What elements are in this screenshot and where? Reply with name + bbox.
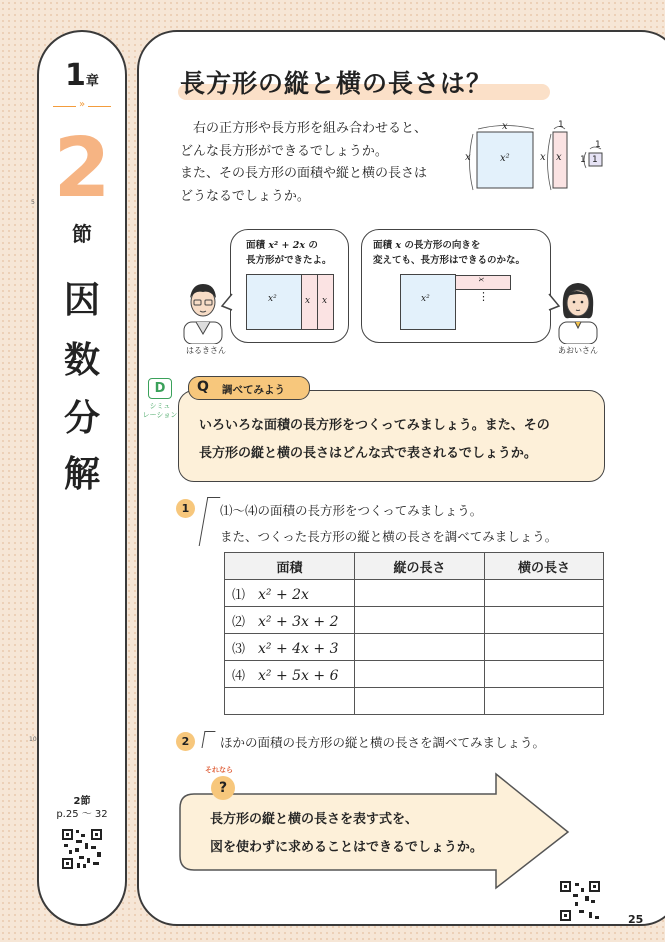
table-header: 面積 (225, 553, 355, 580)
tiles-figure (462, 120, 612, 195)
answer-table (224, 552, 604, 715)
bubble-text: の長方形の向きを (404, 240, 481, 251)
bubble-text: 面積 (373, 240, 393, 251)
row-label: ⑴ (232, 587, 246, 603)
bubble-math: x (395, 240, 401, 251)
table-row (225, 607, 604, 634)
bubble-tail (220, 292, 234, 314)
bubble-text: 面積 (246, 240, 266, 251)
task-number: 1 (176, 499, 195, 518)
soredenara-line: 長方形の縦と横の長さを表す式を、 (210, 812, 419, 827)
fig-x-label: x (540, 152, 546, 163)
task2-text: ほかの面積の長方形の縦と横の長さを調べてみましょう。 (220, 735, 546, 750)
title-char: 分 (63, 398, 100, 439)
chapter-number: 1 (65, 58, 86, 93)
speaker-name: はるきさん (186, 346, 226, 355)
area-expression: x² + 5x + 6 (258, 667, 339, 684)
fig-one-label: 1 (580, 155, 586, 165)
soredenara-label: それなら (205, 766, 233, 774)
bubble-text: の (308, 240, 318, 251)
fig-one-label: 1 (595, 140, 601, 150)
page-number: 25 (628, 913, 644, 926)
ref-pages: p.25 ～ 32 (56, 809, 108, 820)
title-char: 数 (63, 340, 100, 381)
height-cell[interactable] (355, 607, 485, 634)
intro-line: 右の正方形や長方形を組み合わせると、 (193, 121, 428, 136)
table-header-row (225, 553, 604, 580)
table-row (225, 661, 604, 688)
tile-label: x (476, 277, 486, 282)
chapter-label (39, 58, 125, 93)
question-tag (188, 376, 310, 400)
table-row (225, 688, 604, 715)
height-cell[interactable] (355, 661, 485, 688)
question-text (199, 412, 550, 468)
section-suffix: 節 (72, 222, 92, 246)
width-cell[interactable] (485, 607, 604, 634)
fig-x-label: x (465, 152, 471, 163)
area-cell[interactable] (225, 688, 355, 715)
intro-line: どうなるでしょうか。 (180, 188, 310, 204)
table-row (225, 634, 604, 661)
task-line: ⑴～⑷の面積の長方形をつくってみましょう。 (220, 503, 483, 518)
question-tag-label: 調べてみよう (222, 384, 285, 396)
area-expression: x² + 4x + 3 (258, 640, 339, 657)
chapter-suffix: 章 (85, 74, 99, 89)
bubble-right-text (373, 238, 525, 268)
line-marker: 10 (29, 736, 37, 743)
question-line: いろいろな面積の長方形をつくってみましょう。また、その (199, 418, 550, 433)
simulation-badge[interactable]: D (148, 378, 172, 399)
speaker-name: あおいさん (558, 346, 598, 355)
row-label: ⑵ (232, 614, 246, 630)
title-char: 因 (63, 280, 100, 321)
area-expression: x² + 3x + 2 (258, 613, 339, 630)
task1-text (220, 498, 557, 550)
bubble-text: 変えても、長方形はできるのかな。 (373, 255, 526, 266)
page-title: 長方形の縦と横の長さは？ (180, 69, 493, 98)
fig-one-label: 1 (592, 155, 598, 165)
height-cell[interactable] (355, 634, 485, 661)
section-number: 2 (53, 121, 111, 216)
tile-label: x (322, 296, 328, 306)
width-cell[interactable] (485, 634, 604, 661)
ref-section: 2節 (73, 796, 91, 807)
area-cell (225, 661, 355, 688)
ellipsis: ⋮ (478, 290, 489, 303)
bubble-left-text (246, 238, 332, 268)
question-mark-icon: ? (211, 776, 235, 800)
simulation-caption-line: シミュ (149, 402, 171, 410)
soredenara-line: 図を使わずに求めることはできるでしょうか。 (210, 840, 483, 855)
height-cell[interactable] (355, 580, 485, 607)
fig-one-label: 1 (558, 120, 564, 130)
bubble-text: 長方形ができたよ。 (246, 255, 332, 266)
table-header: 縦の長さ (355, 553, 485, 580)
intro-line: どんな長方形ができるでしょうか。 (180, 143, 388, 159)
qr-code[interactable] (61, 828, 103, 870)
height-cell[interactable] (355, 688, 485, 715)
bubble-tail (547, 292, 561, 314)
tile-label: x (305, 296, 311, 306)
area-cell (225, 607, 355, 634)
row-label: ⑷ (232, 668, 246, 684)
area-cell (225, 580, 355, 607)
task-line: また、つくった長方形の縦と横の長さを調べてみましょう。 (220, 529, 558, 544)
tile-label: x² (421, 294, 430, 304)
qr-code[interactable] (559, 880, 601, 922)
intro-text (180, 118, 427, 208)
intro-line: また、その長方形の面積や縦と横の長さは (180, 166, 428, 181)
soredenara-text (210, 806, 483, 862)
tile-label: x² (268, 294, 277, 304)
width-cell[interactable] (485, 580, 604, 607)
section-sidebar (37, 30, 127, 926)
width-cell[interactable] (485, 688, 604, 715)
bubble-math: x² + 2x (268, 240, 306, 251)
width-cell[interactable] (485, 661, 604, 688)
student-girl-illustration (555, 278, 601, 344)
fig-x-label: x (556, 152, 562, 163)
simulation-caption-line: レーション (142, 411, 178, 419)
fig-x-label: x (502, 121, 508, 132)
area-expression: x² + 2x (258, 586, 309, 603)
row-label: ⑶ (232, 641, 246, 657)
task-number: 2 (176, 732, 195, 751)
question-line: 長方形の縦と横の長さはどんな式で表されるでしょうか。 (199, 446, 537, 461)
table-header: 横の長さ (485, 553, 604, 580)
simulation-caption (138, 402, 182, 420)
title-char: 解 (63, 454, 100, 495)
question-tag-letter: Q (197, 379, 209, 395)
area-cell (225, 634, 355, 661)
chevron-down-icon: » (76, 99, 88, 111)
fig-x2-label: x² (500, 153, 510, 164)
table-row (225, 580, 604, 607)
line-marker: 5 (31, 199, 35, 206)
